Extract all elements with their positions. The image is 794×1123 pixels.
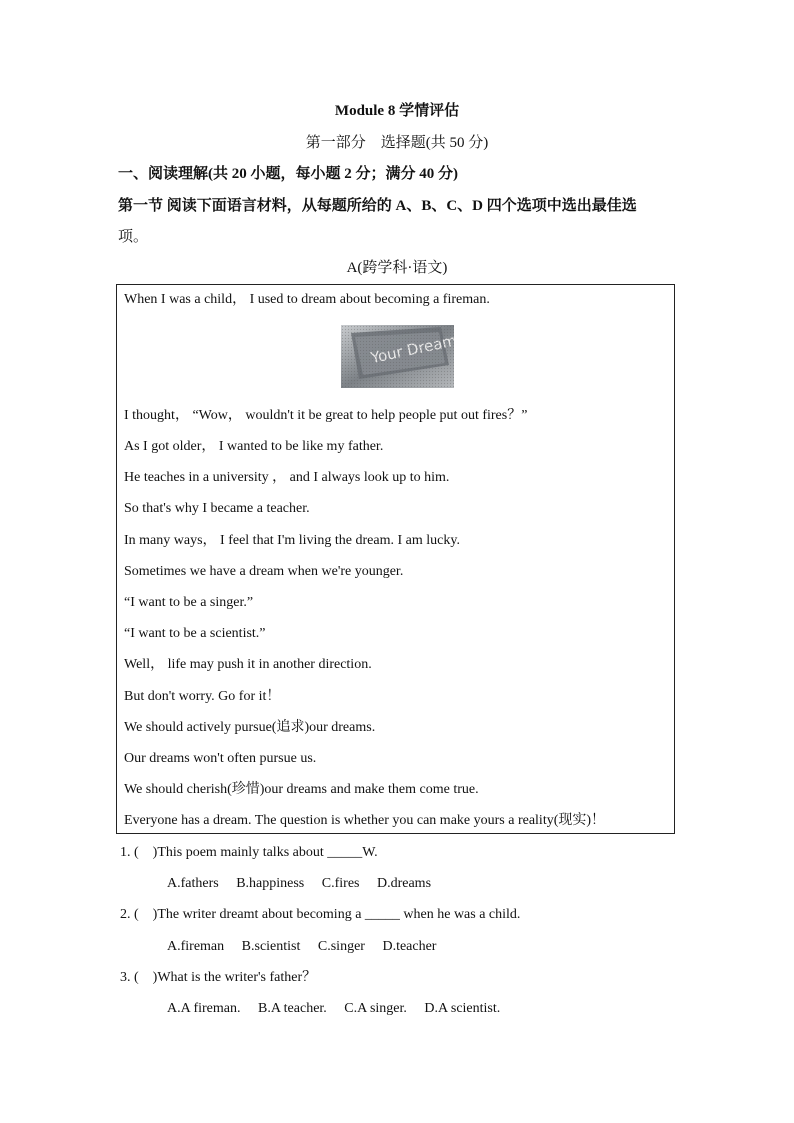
option-b: B.happiness — [236, 876, 305, 891]
question-2-stem: 2. ( )The writer dreamt about becoming a _____ when he was a child. — [120, 907, 521, 922]
poem-line: We should actively pursue(追求)our dreams. — [124, 720, 376, 735]
section-heading: 一、阅读理解(共 20 小题，每小题 2 分；满分 40 分) — [118, 166, 458, 182]
option-b: B.scientist — [241, 939, 301, 954]
instruction-line-1: 第一节 阅读下面语言材料，从每题所给的 A、B、C、D 四个选项中选出最佳选 — [118, 198, 637, 214]
option-a: A.fireman — [167, 939, 225, 954]
poem-line: “I want to be a singer.” — [124, 595, 254, 610]
question-1-options — [167, 875, 445, 893]
option-d: D.A scientist. — [424, 1001, 501, 1016]
poem-line: Everyone has a dream. The question is whether you can make yours a reality(现实)！ — [124, 813, 606, 828]
poem-line: Well， life may push it in another direction. — [124, 657, 372, 672]
instruction-line-2: 项。 — [118, 229, 149, 245]
poem-line: I thought， “Wow， wouldn't it be great to help people put out fires？” — [124, 408, 528, 423]
option-c: C.singer — [317, 939, 365, 954]
option-a: A.fathers — [167, 876, 219, 891]
option-b: B.A teacher. — [257, 1001, 327, 1016]
poem-line: In many ways， I feel that I'm living the dream. I am lucky. — [124, 533, 460, 548]
part-heading: 第一部分 选择题(共 50 分) — [305, 135, 489, 151]
option-a: A.A fireman. — [167, 1001, 241, 1016]
poem-line: Sometimes we have a dream when we're younger. — [124, 564, 404, 579]
poem-line: So that's why I became a teacher. — [124, 501, 310, 516]
dream-sign-image — [341, 325, 454, 388]
option-c: C.fires — [321, 876, 360, 891]
option-c: C.A singer. — [344, 1001, 407, 1016]
poem-line: We should cherish(珍惜)our dreams and make them come true. — [124, 782, 479, 797]
question-3-options — [167, 1000, 514, 1018]
dream-sign-photo — [341, 325, 454, 388]
question-3-stem: 3. ( )What is the writer's father？ — [120, 970, 317, 985]
poem-line: But don't worry. Go for it！ — [124, 689, 281, 704]
poem-line: Our dreams won't often pursue us. — [124, 751, 317, 766]
poem-box — [116, 284, 675, 834]
question-2-options — [167, 938, 450, 956]
option-d: D.dreams — [376, 876, 432, 891]
poem-line: He teaches in a university ， and I always look up to him. — [124, 470, 450, 485]
passage-title: A(跨学科·语文) — [346, 260, 448, 276]
poem-line: When I was a child， I used to dream about becoming a fireman. — [124, 292, 490, 307]
poem-line: As I got older， I wanted to be like my father. — [124, 439, 384, 454]
option-d: D.teacher — [382, 939, 437, 954]
page-title: Module 8 学情评估 — [334, 103, 460, 119]
question-1-stem: 1. ( )This poem mainly talks about _____W. — [120, 845, 378, 860]
poem-line: “I want to be a scientist.” — [124, 626, 266, 641]
